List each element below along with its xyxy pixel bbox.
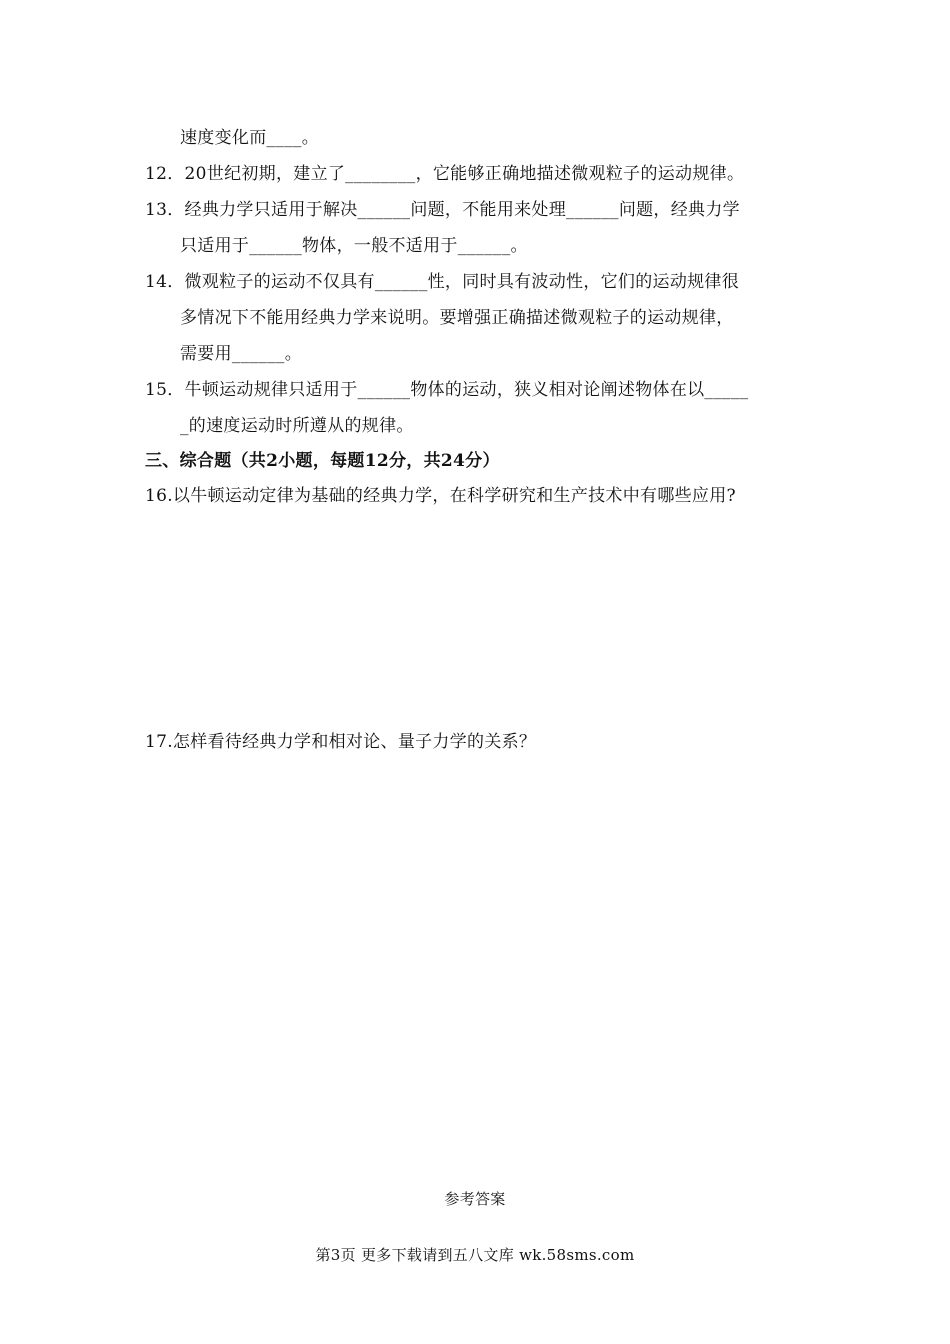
question-16: 16.以牛顿运动定律为基础的经典力学，在科学研究和生产技术中有哪些应用? (145, 486, 736, 506)
question-12: 12．20世纪初期，建立了________，它能够正确地描述微观粒子的运动规律。 (145, 164, 745, 184)
q11-continuation: 速度变化而____。 (180, 128, 319, 148)
section-3-heading: 三、综合题（共2小题，每题12分，共24分） (145, 451, 500, 471)
question-13-line1: 13．经典力学只适用于解决______问题，不能用来处理______问题，经典力学 (145, 200, 740, 220)
question-15-line1: 15．牛顿运动规律只适用于______物体的运动，狭义相对论阐述物体在以_____ (145, 380, 749, 400)
answers-heading: 参考答案 (444, 1190, 506, 1208)
question-14-line2: 多情况下不能用经典力学来说明。要增强正确描述微观粒子的运动规律， (180, 308, 734, 328)
question-17: 17.怎样看待经典力学和相对论、量子力学的关系？ (145, 732, 537, 752)
page-footer: 第3页 更多下载请到五八文库 wk.58sms.com (315, 1246, 635, 1264)
question-13-line2: 只适用于______物体，一般不适用于______。 (180, 236, 528, 256)
question-15-line2: _的速度运动时所遵从的规律。 (180, 416, 414, 436)
question-14-line1: 14．微观粒子的运动不仅具有______性，同时具有波动性，它们的运动规律很 (145, 272, 740, 292)
question-14-line3: 需要用______。 (180, 344, 302, 364)
